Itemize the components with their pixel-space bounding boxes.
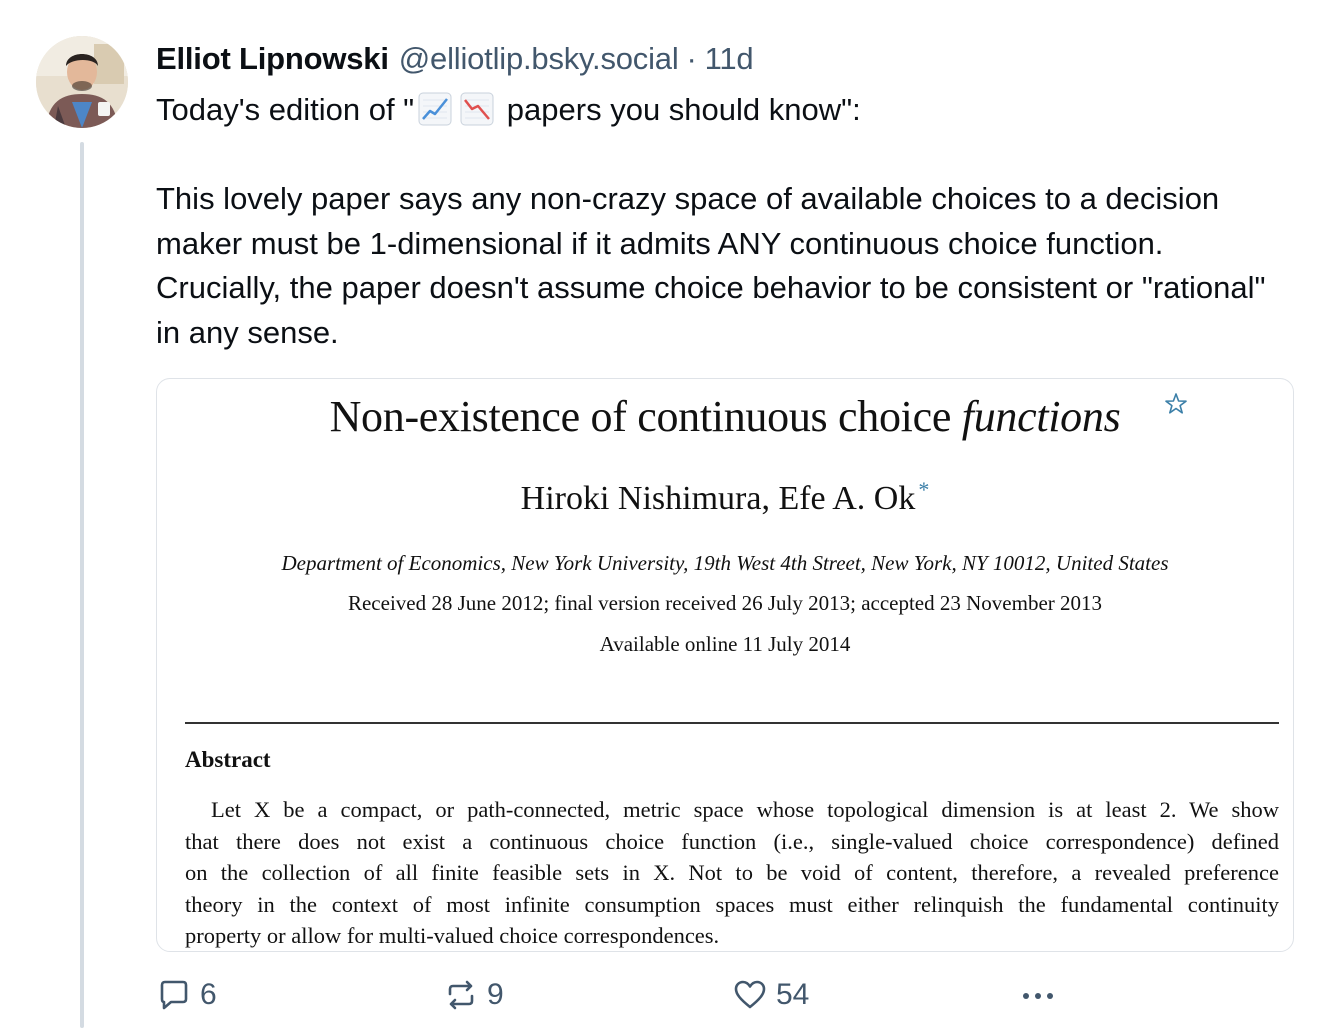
like-button[interactable]	[732, 972, 809, 1018]
repost-icon	[443, 977, 479, 1013]
quoted-image-embed[interactable]	[156, 378, 1294, 952]
header-separator: ·	[686, 41, 697, 76]
reply-button[interactable]	[156, 972, 217, 1018]
post-age[interactable]: 11d	[704, 41, 754, 76]
post-actions	[156, 972, 1276, 1018]
abstract-line: theory in the context of most infinite consumption spaces must either relinquish the fundamental continuity	[185, 891, 1279, 917]
post-header	[156, 38, 753, 80]
abstract-body	[185, 794, 1279, 952]
post-intro-after: papers you should know":	[498, 92, 861, 127]
post-intro-line	[156, 88, 1286, 133]
paper-title-italic: functions	[961, 392, 1121, 441]
like-count: 54	[776, 978, 810, 1011]
chart-increasing-emoji	[418, 92, 452, 126]
abstract-line: property or allow for multi-valued choice correspondences.	[185, 923, 720, 948]
author-name[interactable]: Elliot Lipnowski	[156, 41, 389, 76]
abstract-heading: Abstract	[185, 747, 271, 772]
abstract-line: on the collection of all finite feasible sets in X. Not to be void of content, therefore, a revealed preference	[185, 860, 1279, 885]
reply-icon	[156, 977, 192, 1013]
star-icon	[1163, 391, 1189, 417]
repost-button[interactable]	[443, 972, 504, 1018]
paper-received-dates: Received 28 June 2012; final version received 26 July 2013; accepted 23 November 2013	[347, 591, 1103, 615]
avatar[interactable]	[36, 36, 128, 128]
paper-affiliation: Department of Economics, New York University, 19th West 4th Street, New York, NY 10012, United States	[281, 551, 1169, 575]
author-handle[interactable]: @elliotlip.bsky.social	[398, 41, 679, 76]
repost-count: 9	[487, 978, 504, 1011]
thread-line	[80, 142, 84, 1028]
more-options-button[interactable]	[1018, 972, 1066, 1018]
avatar-image	[36, 36, 128, 128]
abstract-line: Let X be a compact, or path-connected, metric space whose topological dimension is at least 2. We show	[211, 797, 1279, 822]
post-body: This lovely paper says any non-crazy space of available choices to a decision maker must be 1-dimensional if it admits ANY continuous choice function. Crucially, the paper doesn't assume choice behavior to be consistent or "rational" in any sense.	[156, 181, 1266, 350]
paper-title-plain: Non-existence of continuous choice	[329, 392, 962, 441]
paper-authors-names: Hiroki Nishimura, Efe A. Ok	[520, 480, 916, 517]
paper-online-date: Available online 11 July 2014	[599, 632, 851, 656]
post-intro-before: Today's edition of "	[156, 92, 415, 127]
post-text	[156, 88, 1286, 355]
author-footnote-mark: *	[918, 477, 930, 502]
paper-divider	[185, 722, 1279, 724]
paper-authors	[157, 477, 1293, 518]
reply-count: 6	[200, 978, 217, 1011]
abstract-line: that there does not exist a continuous choice function (i.e., single-valued choice correspondence) defined	[185, 828, 1279, 854]
chart-decreasing-emoji	[460, 92, 494, 126]
heart-icon	[732, 977, 768, 1013]
paper-title	[157, 391, 1293, 442]
more-icon	[1018, 977, 1058, 1013]
